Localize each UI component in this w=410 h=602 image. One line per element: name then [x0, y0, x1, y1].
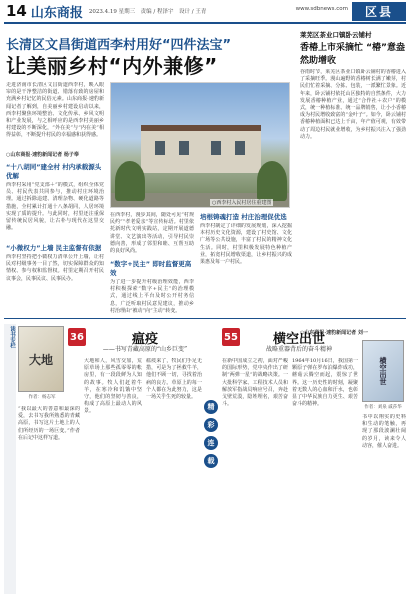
- window-shape: [235, 141, 245, 155]
- window-shape: [179, 141, 189, 155]
- article-2-title: 横空出世: [272, 332, 325, 347]
- lead-kicker: 长清区文昌街道西李村用好“四件法宝”: [6, 38, 232, 53]
- photo-caption: ○西李村入民村居住重建图: [212, 200, 272, 206]
- article-2-col-c: 书中以翔实的史料和生动的笔触，再现了那段波澜壮阔的岁月，读来令人动容，催人奋进。: [362, 414, 406, 449]
- book-2-caption: 作者：刘泉 戚莎华: [364, 405, 402, 410]
- article-2-col-b: 1964年10月16日，我国第一颗原子弹在罗布泊爆炸成功，蘑菇云腾空而起，震惊了世界。这一历史性的时刻，凝聚着无数人的心血和汗水，也彰显了中华民族自力更生、艰苦奋斗的精神。: [292, 358, 358, 408]
- section-label: 区县: [352, 2, 406, 21]
- header-rule: [4, 22, 406, 24]
- header-url[interactable]: www.sdbnews.com: [295, 6, 348, 12]
- badge-3: 连: [204, 436, 218, 450]
- window-shape: [211, 141, 221, 155]
- serial-badges: [204, 400, 218, 472]
- section-divider: [4, 318, 406, 319]
- lead-column-1: [6, 82, 104, 334]
- article-2-number: 55: [222, 328, 240, 346]
- tree-shape: [115, 161, 145, 201]
- col3-text: 西李村制定了详细的发展规划，深入挖掘本村历史文化资源，建设了村史馆、文化广场等公共设施，丰富了村民的精神文化生活。同时，村里积极发展特色种植产业，拓宽村民增收渠道，让乡村振兴的成果惠及每一户村民。: [200, 223, 292, 266]
- article-1-number: 36: [68, 328, 86, 346]
- page-header: [0, 0, 410, 22]
- badge-4: 载: [204, 454, 218, 468]
- col3-subhead: 培根铸魂打造 村庄治理促优选: [200, 213, 287, 221]
- book-cover-2: 横空出世: [362, 340, 404, 402]
- article-2-col-a: 在新中国成立之初，面对严峻的国际形势，党中央作出了研制“两弹一星”的战略决策。一大批科学家、工程技术人员和解放军指战员响应号召，奔赴戈壁荒漠，隐姓埋名，艰苦奋斗。: [222, 358, 288, 408]
- article-1-col-c: 瘟疫来了，牧民们手足无措，可是为了拯救牛羊，他们不顾一切，寻找着治病的良方。草原上的每一个人都在为此努力，这是一场关乎生死的较量。: [146, 358, 202, 401]
- side-headline: 香椿上市采摘忙 “椿”意盎然助增收: [300, 43, 405, 66]
- literature-strip: [4, 324, 16, 594]
- lead-photo: [110, 82, 290, 208]
- col2-subhead: “数字+民主” 即时监督更高效: [110, 260, 192, 277]
- paper-name: 山东商报: [30, 5, 83, 21]
- article-1-col-a: “我以最大的善意和最深的爱，去书写我所熟悉的青藏高原，书写这片土地上的人们所经历的一场巨变。”作者在后记中这样写道。: [18, 406, 80, 441]
- lead-section-2-text: 西李村坚持把小微权力清单公开上墙，让村民对村级事务一目了然，切实保障群众的知情权、参与权和监督权。村里定期召开村民议事会，民事民议、民事民办。: [6, 254, 104, 282]
- window-shape: [155, 141, 165, 155]
- book-1-caption: 作者：杨志军: [28, 395, 56, 400]
- lead-headline: 让美丽乡村“内外兼修”: [6, 54, 218, 78]
- side-text: 谷雨时节，莱芜区茶业口镇卧云铺村的香椿进入了采摘旺季。漫山遍野的香椿树长满了嫩芽，村民们忙着采摘、分拣、包装，一派繁忙景象。近年来，卧云铺村依托山区独特的自然条件，大力发展香椿种植产业，通过“合作社＋农户”的模式，统一种植标准、统一品牌销售，让小小香椿成为村民增收致富的“金叶子”。如今，卧云铺村香椿种植面积已达上千亩，年产值可观，有效带动了周边村民就业增收，为乡村振兴注入了强劲动力。: [300, 69, 406, 140]
- col2-text-1: 在西李村，漫步其间，随处可见“村规民约”“孝老爱亲”等宣传标语。村里依托新时代文明实践站，定期开展道德讲堂、文艺演出等活动，引导村民崇德向善，形成了邻里和睦、互帮互助的良好风尚。: [110, 212, 194, 255]
- badge-2: 彩: [204, 418, 218, 432]
- article-1-title: 瘟疫: [131, 332, 158, 347]
- lead-intro: 走进济南市长清区文昌街道西李村，映入眼帘的是干净整洁的街道、错落有致的房屋和充满乡村记忆的民俗元素。山东商报·速豹新闻记者了解到，自美丽乡村建设启动以来，西李村聚焦环境整治、文化传承、乡风文明和产业发展，与之相呼应的是西李村美丽乡村建设的不断深化，“外在美”与“内在美”相得益彰，不断提升村民的幸福感和获得感。: [6, 82, 104, 139]
- badge-1: 精: [204, 400, 218, 414]
- header-meta: 2023.4.19 星期三 责编 / 程泽宇 设计 / 王青: [88, 9, 207, 15]
- side-kicker: 莱芜区茶业口镇卧云铺村: [300, 31, 372, 39]
- lead-subhead-2: “小微权力”上墙 民主监督有依据: [6, 244, 102, 252]
- lead-section-1-text: 西李村采用“党支部＋”的模式，组织全体党员、村民代表共同参与，推动村庄环境治理。通过拆除违建、清理杂物、硬化道路等措施，全村累计打通十八条胡同，人居环境实现了质的提升。与此同时，村里还注重保留传统民居风貌，让古朴与现代在这里交融。: [6, 182, 104, 232]
- lead-byline: ○山东商报·速豹新闻记者 杨子奉: [6, 152, 79, 158]
- lead-column-2: [110, 212, 194, 329]
- lead-subhead-1: “十八胡同”建全村 村内承载源头优解: [6, 163, 102, 180]
- article-1-subtitle: ——书写青藏高原的“山乡巨变”: [102, 346, 188, 353]
- article-1-col-b: 大地和人，风雪交加，荒原草场上那些孤零零的帐房里，有一段段鲜为人知的故事。牧人们赶着牛羊，在寒冷和饥饿中坚守，他们的坚韧与善良，构成了高原上最动人的风景。: [84, 358, 142, 415]
- page-number: 14: [6, 2, 27, 20]
- side-story: [300, 30, 406, 336]
- col2-text-2: 为了进一步提升村级治理效能，西李村积极探索“数字+民主”的治理模式，通过线上平台及时公开村务信息，广泛听取村民意见建议，推动乡村治理由“被动”向“主动”转变。: [110, 279, 194, 314]
- article-2-subtitle: 战略重器背后的奋斗精神: [265, 346, 332, 353]
- book-cover-1: 大地: [18, 326, 64, 392]
- lead-column-3: [200, 212, 292, 315]
- tree-shape: [257, 161, 287, 201]
- literature-strip-label: 读书专栏: [9, 326, 15, 348]
- side-byline: ○山东商报·速豹新闻记者 刘一: [300, 330, 368, 336]
